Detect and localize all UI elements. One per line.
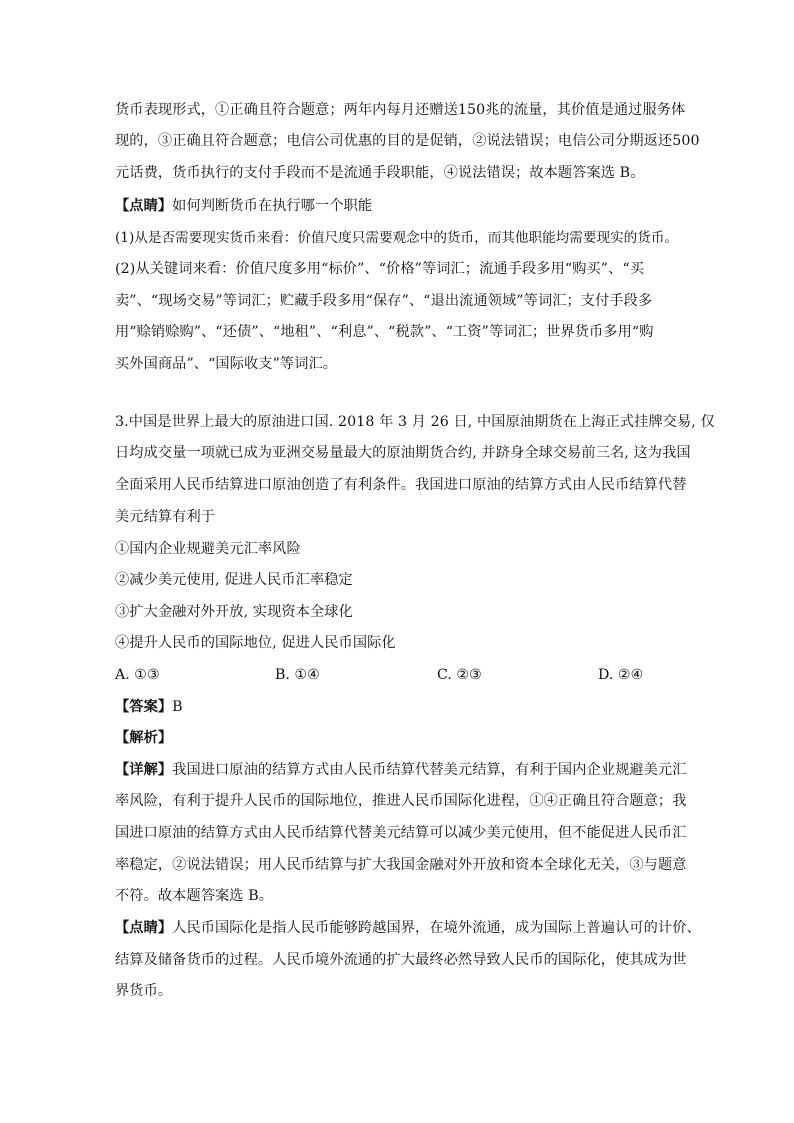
option-b: B. ①④ <box>275 667 320 683</box>
tip-text: 如何判断货币在执行哪一个职能 <box>172 198 373 214</box>
detail-line: 不符。故本题答案选 B。 <box>115 888 274 904</box>
statement-item: ①国内企业规避美元汇率风险 <box>115 541 301 557</box>
detail-label: 【详解】 <box>115 762 173 778</box>
option-c: C. ②③ <box>437 667 482 683</box>
tip-text: 人民币国际化是指人民币能够跨越国界，在境外流通，成为国际上普遍认可的计价、 <box>172 920 701 936</box>
text-line: 卖”、“现场交易”等词汇；贮藏手段多用“保存”、“退出流通领域”等词汇；支付手段多 <box>115 293 653 309</box>
option-d: D. ②④ <box>598 667 644 683</box>
statement-item: ④提升人民币的国际地位, 促进人民币国际化 <box>115 635 396 651</box>
question-stem-line: 全面采用人民币结算进口原油创造了有利条件。我国进口原油的结算方式由人民币结算代替 <box>115 477 687 493</box>
tip-line <box>115 918 715 938</box>
analysis-heading <box>115 728 715 748</box>
statement-item: ②减少美元使用, 促进人民币汇率稳定 <box>115 572 353 588</box>
answer-line <box>115 697 715 717</box>
option-a: A. ①③ <box>115 667 160 683</box>
text-line: (1)从是否需要现实货币来看：价值尺度只需要观念中的货币，而其他职能均需要现实的货币。 <box>115 230 679 246</box>
tip-line: 结算及储备货币的过程。人民币境外流通的扩大最终必然导致人民币的国际化，使其成为世 <box>115 952 687 968</box>
text-line: 现的，③正确且符合题意；电信公司优惠的目的是促销，②说法错误；电信公司分期返还500 <box>115 133 700 149</box>
detail-line: 率稳定，②说法错误；用人民币结算与扩大我国金融对外开放和资本全球化无关，③与题意 <box>115 857 687 873</box>
text-line: 货币表现形式，①正确且符合题意；两年内每月还赠送150兆的流量，其价值是通过服务体 <box>115 102 686 118</box>
detail-text: 我国进口原油的结算方式由人民币结算代替美元结算，有利于国内企业规避美元汇 <box>172 762 687 778</box>
question-stem-line: 美元结算有利于 <box>115 509 216 525</box>
statement-item: ③扩大金融对外开放, 实现资本全球化 <box>115 604 353 620</box>
tip-line: 界货币。 <box>115 983 173 999</box>
text-line: 买外国商品”、“国际收支”等词汇。 <box>115 356 338 372</box>
analysis-label: 【解析】 <box>115 730 173 746</box>
detail-line <box>115 760 715 780</box>
text-line: (2)从关键词来看：价值尺度多用“标价”、“价格”等词汇；流通手段多用“购买”、“买 <box>115 261 645 277</box>
text-line: 元话费，货币执行的支付手段而不是流通手段职能，④说法错误；故本题答案选 B。 <box>115 165 645 181</box>
tip-label: 【点睛】 <box>115 198 173 214</box>
text-line: 用“赊销赊购”、“还债”、“地租”、“利息”、“税款”、“工资”等词汇；世界货币多用“购 <box>115 324 654 340</box>
answer-label: 【答案】 <box>115 699 173 715</box>
answer-value: B <box>172 699 183 715</box>
detail-line: 国进口原油的结算方式由人民币结算代替美元结算可以减少美元使用，但不能促进人民币汇 <box>115 825 687 841</box>
question-stem-line: 3.中国是世界上最大的原油进口国. 2018 年 3 月 26 日, 中国原油期货在上海正式挂牌交易, 仅 <box>115 414 715 430</box>
detail-line: 率风险，有利于提升人民币的国际地位，推进人民币国际化进程，①④正确且符合题意；我 <box>115 793 687 809</box>
question-stem-line: 日均成交量一项就已成为亚洲交易量最大的原油期货合约, 并跻身全球交易前三名, 这为我国 <box>115 445 691 461</box>
tip-label: 【点睛】 <box>115 920 173 936</box>
tip-heading <box>115 196 715 216</box>
